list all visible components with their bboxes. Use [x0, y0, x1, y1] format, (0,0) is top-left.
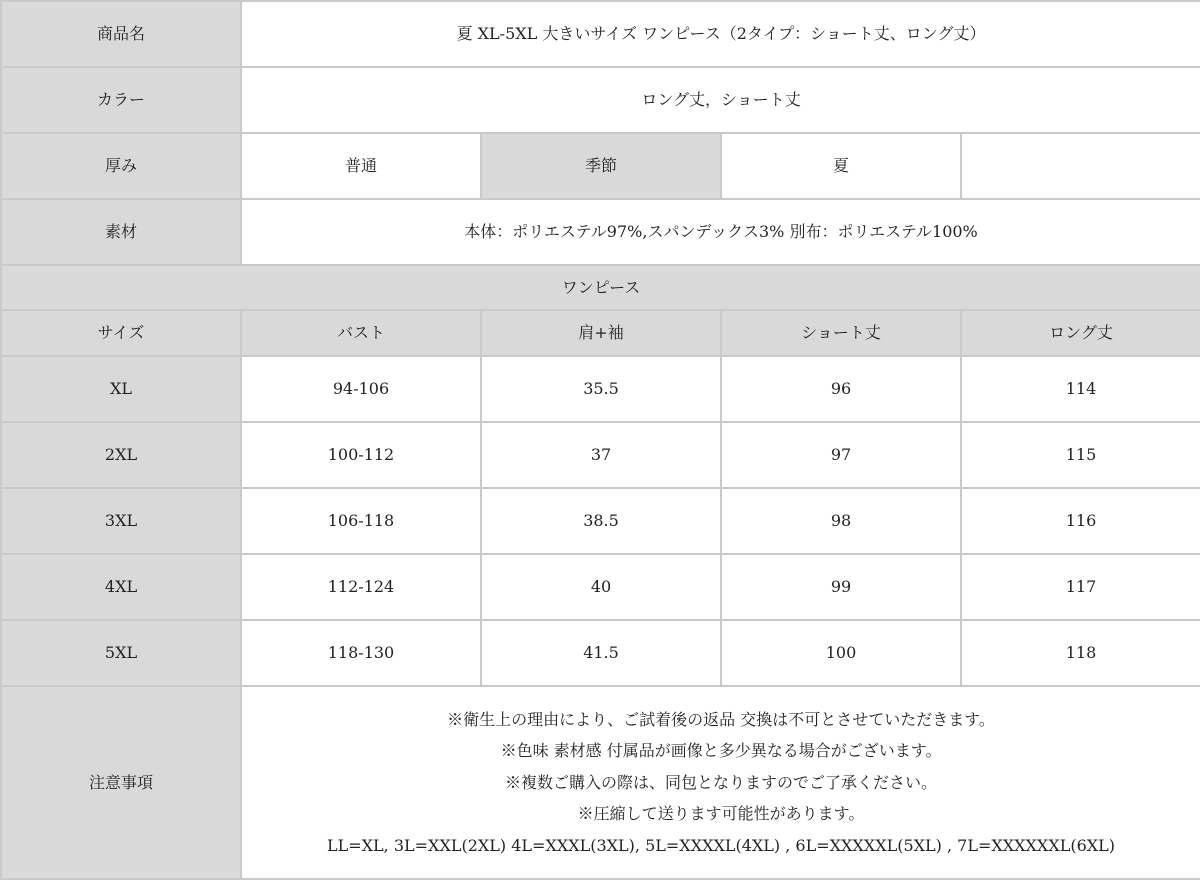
size-cell: 3XL — [1, 488, 241, 554]
notes-content — [241, 686, 1200, 879]
size-table-title: ワンピース — [1, 265, 1200, 310]
notes-line: LL=XL, 3L=XXL(2XL) 4L=XXXL(3XL), 5L=XXXXL(4XL) , 6L=XXXXXL(5XL) , 7L=XXXXXXL(6XL) — [327, 835, 1116, 855]
material-label: 素材 — [1, 199, 241, 265]
shoulder-sleeve-cell: 40 — [481, 554, 721, 620]
season-label: 季節 — [481, 133, 721, 199]
empty-cell — [961, 133, 1200, 199]
bust-cell: 100-112 — [241, 422, 481, 488]
notes-row — [1, 686, 1200, 879]
notes-line: ※複数ご購入の際は、同包となりますのでご了承ください。 — [505, 772, 938, 792]
material-row — [1, 199, 1200, 265]
material-value: 本体：ポリエステル97%,スパンデックス3% 別布：ポリエステル100% — [241, 199, 1200, 265]
short-length-cell: 96 — [721, 356, 961, 422]
size-cell: XL — [1, 356, 241, 422]
bust-cell: 112-124 — [241, 554, 481, 620]
short-length-cell: 97 — [721, 422, 961, 488]
notes-line: ※色味 素材感 付属品が画像と多少異なる場合がございます。 — [500, 741, 942, 761]
short-length-cell: 99 — [721, 554, 961, 620]
product-name-label: 商品名 — [1, 1, 241, 67]
table-row — [1, 554, 1200, 620]
shoulder-sleeve-cell: 35.5 — [481, 356, 721, 422]
short-length-cell: 100 — [721, 620, 961, 686]
shoulder-sleeve-cell: 37 — [481, 422, 721, 488]
bust-cell: 106-118 — [241, 488, 481, 554]
long-length-cell: 115 — [961, 422, 1200, 488]
notes-label: 注意事項 — [1, 686, 241, 879]
size-header-row — [1, 310, 1200, 356]
table-row — [1, 488, 1200, 554]
bust-cell: 94-106 — [241, 356, 481, 422]
size-cell: 4XL — [1, 554, 241, 620]
color-value: ロング丈，ショート丈 — [241, 67, 1200, 133]
header-bust: バスト — [241, 310, 481, 356]
thickness-season-row — [1, 133, 1200, 199]
color-label: カラー — [1, 67, 241, 133]
shoulder-sleeve-cell: 38.5 — [481, 488, 721, 554]
size-cell: 5XL — [1, 620, 241, 686]
bust-cell: 118-130 — [241, 620, 481, 686]
long-length-cell: 117 — [961, 554, 1200, 620]
long-length-cell: 114 — [961, 356, 1200, 422]
table-row — [1, 422, 1200, 488]
season-value: 夏 — [721, 133, 961, 199]
product-name-value: 夏 XL-5XL 大きいサイズ ワンピース（2タイプ：ショート丈、ロング丈） — [241, 1, 1200, 67]
long-length-cell: 118 — [961, 620, 1200, 686]
notes-line: ※衛生上の理由により、ご試着後の返品 交換は不可とさせていただきます。 — [447, 709, 995, 729]
short-length-cell: 98 — [721, 488, 961, 554]
color-row — [1, 67, 1200, 133]
header-short-length: ショート丈 — [721, 310, 961, 356]
product-name-row — [1, 1, 1200, 67]
header-shoulder-sleeve: 肩+袖 — [481, 310, 721, 356]
header-long-length: ロング丈 — [961, 310, 1200, 356]
thickness-label: 厚み — [1, 133, 241, 199]
shoulder-sleeve-cell: 41.5 — [481, 620, 721, 686]
table-row — [1, 356, 1200, 422]
size-table-title-row — [1, 265, 1200, 310]
table-row — [1, 620, 1200, 686]
thickness-value: 普通 — [241, 133, 481, 199]
size-cell: 2XL — [1, 422, 241, 488]
notes-line: ※圧縮して送ります可能性があります。 — [577, 804, 865, 824]
long-length-cell: 116 — [961, 488, 1200, 554]
header-size: サイズ — [1, 310, 241, 356]
